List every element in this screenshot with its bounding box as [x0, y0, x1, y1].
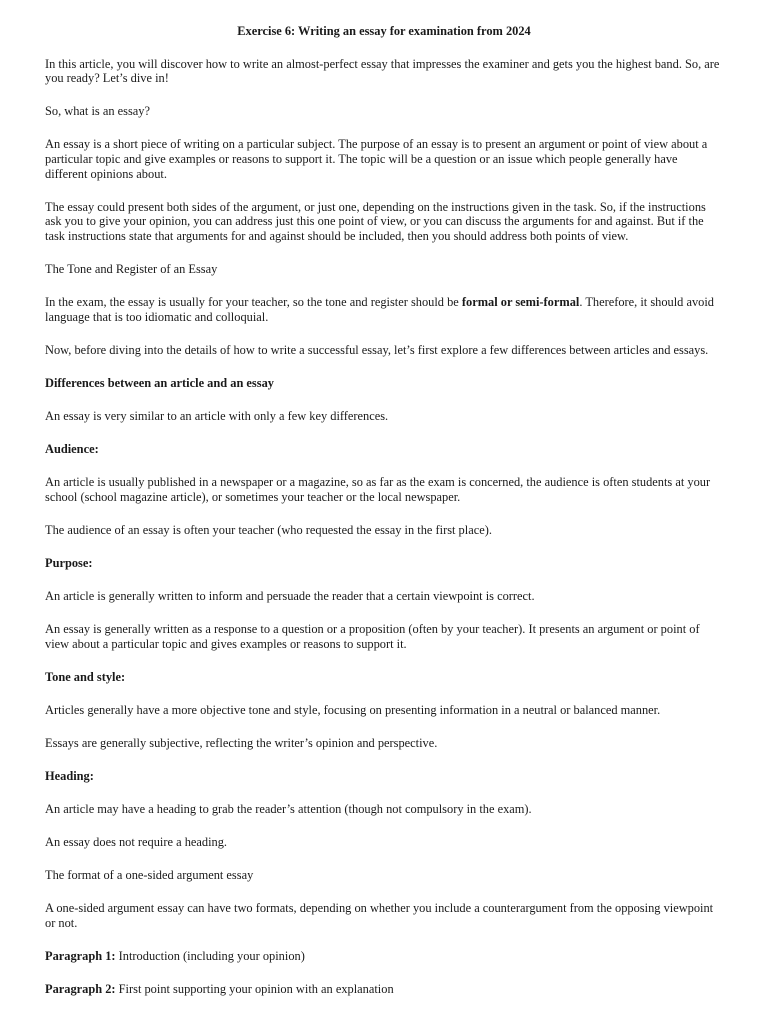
style-article-paragraph: Articles generally have a more objective tone and style, focusing on presenting information in a neutral or balanced manner.	[45, 702, 661, 717]
document-title: Exercise 6: Writing an essay for examination from 2024	[237, 24, 531, 38]
paragraph-1-text: Introduction (including your opinion)	[115, 949, 305, 964]
paragraph-2-item	[45, 982, 723, 997]
essay-sides-paragraph: The essay could present both sides of the argument, or just one, depending on the instructions given in the task. So, if the instructions ask you to give your opinion, you can address just this one point of view, or you can discuss the arguments for and against. But if the task instructions state that arguments for and against should be included, then you should address both points of view.	[45, 199, 706, 243]
differences-heading: Differences between an article and an essay	[45, 375, 274, 390]
essay-definition-paragraph: An essay is a short piece of writing on a particular subject. The purpose of an essay is to present an argument or point of view about a particular topic and give examples or reasons to support it. The topic will be a question or an issue which people generally have different opinions about.	[45, 137, 708, 181]
tone-text-post: . Therefore, it should avoid language that is too idiomatic and colloquial.	[45, 295, 715, 324]
heading-essay-paragraph: An essay does not require a heading.	[45, 835, 228, 850]
what-is-essay-question: So, what is an essay?	[45, 104, 150, 119]
style-essay-paragraph: Essays are generally subjective, reflecting the writer’s opinion and perspective.	[45, 735, 438, 750]
paragraph-1-item	[45, 949, 723, 964]
audience-essay-paragraph: The audience of an essay is often your teacher (who requested the essay in the first place).	[45, 522, 492, 537]
tone-text-pre: In the exam, the essay is usually for your teacher, so the tone and register should be	[45, 295, 462, 310]
document-page	[45, 24, 723, 1015]
tone-register-heading: The Tone and Register of an Essay	[45, 261, 218, 276]
audience-heading: Audience:	[45, 442, 99, 456]
tone-style-heading: Tone and style:	[45, 669, 126, 684]
heading-section-heading: Heading:	[45, 769, 94, 784]
intro-paragraph: In this article, you will discover how to write an almost-perfect essay that impresses the examiner and gets you the highest band. So, are you ready? Let’s dive in!	[45, 56, 720, 86]
purpose-article-paragraph: An article is generally written to inform and persuade the reader that a certain viewpoint is correct.	[45, 588, 535, 603]
paragraph-2-text: First point supporting your opinion with an explanation	[115, 982, 394, 997]
audience-article-paragraph: An article is usually published in a newspaper or a magazine, so as far as the exam is concerned, the audience is often students at your school (school magazine article), or sometimes your teacher or the local newspaper.	[45, 475, 711, 504]
purpose-heading: Purpose:	[45, 555, 93, 570]
tone-text-bold: formal or semi-formal	[461, 295, 580, 310]
format-heading: The format of a one-sided argument essay	[45, 868, 254, 883]
purpose-essay-paragraph: An essay is generally written as a response to a question or a proposition (often by your teacher). It presents an argument or point of view about a particular topic and gives examples or reasons to support it.	[45, 622, 700, 651]
heading-article-paragraph: An article may have a heading to grab the reader’s attention (though not compulsory in the exam).	[45, 802, 532, 817]
paragraph-1-label: Paragraph 1:	[45, 949, 116, 964]
paragraph-2-label: Paragraph 2:	[45, 982, 116, 997]
tone-register-paragraph	[45, 295, 723, 324]
format-intro-paragraph: A one-sided argument essay can have two formats, depending on whether you include a counterargument from the opposing viewpoint or not.	[45, 901, 714, 930]
differences-intro-paragraph: An essay is very similar to an article with only a few key differences.	[45, 408, 389, 423]
before-diving-paragraph: Now, before diving into the details of how to write a successful essay, let’s first explore a few differences between articles and essays.	[45, 342, 709, 357]
